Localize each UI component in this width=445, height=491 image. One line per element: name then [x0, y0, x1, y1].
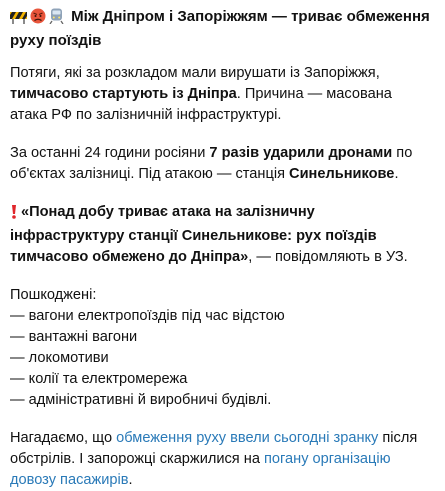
post-title: [10, 6, 433, 51]
link-passenger-transport-news[interactable]: погану організацію довозу пасажирів: [10, 451, 391, 488]
paragraph-quote: «Понад добу триває атака на залізничну інфраструктуру станції Синельникове: рух поїздів тимчасово обмежено до Дніпра», — повідомляють в УЗ.: [10, 204, 408, 265]
damaged-list: [10, 285, 433, 411]
paragraph-reminder: Нагадаємо, що обмеження руху ввели сьогодні зранку після обстрілів. І запорожці скаржилися на погану організацію довозу пасажирів.: [10, 430, 418, 488]
damaged-heading: Пошкоджені:: [10, 287, 97, 303]
red-exclamation-icon: [10, 204, 18, 226]
list-item: — локомотиви: [10, 350, 109, 366]
list-item: — колії та електромережа: [10, 371, 188, 387]
list-item: — вагони електропоїздів під час відстою: [10, 308, 285, 324]
list-item: — адміністративні й виробничі будівлі.: [10, 392, 272, 408]
angry-face-icon: [30, 8, 46, 30]
construction-barrier-icon: [10, 9, 27, 30]
link-restriction-news[interactable]: обмеження руху ввели сьогодні зранку: [116, 430, 379, 446]
post-title-text: Між Дніпром і Запоріжжям — триває обмеження руху поїздів: [10, 8, 430, 49]
paragraph-trains: Потяги, які за розкладом мали вирушати із Запоріжжя, тимчасово стартують із Дніпра. Причина — масована атака РФ по залізничній інфраструктурі.: [10, 65, 392, 123]
paragraph-drone-attacks: За останні 24 години росіяни 7 разів ударили дронами по об'єктах залізниці. Під атакою — станція Синельникове.: [10, 145, 413, 182]
list-item: — вантажні вагони: [10, 329, 138, 345]
train-icon: [49, 8, 64, 30]
